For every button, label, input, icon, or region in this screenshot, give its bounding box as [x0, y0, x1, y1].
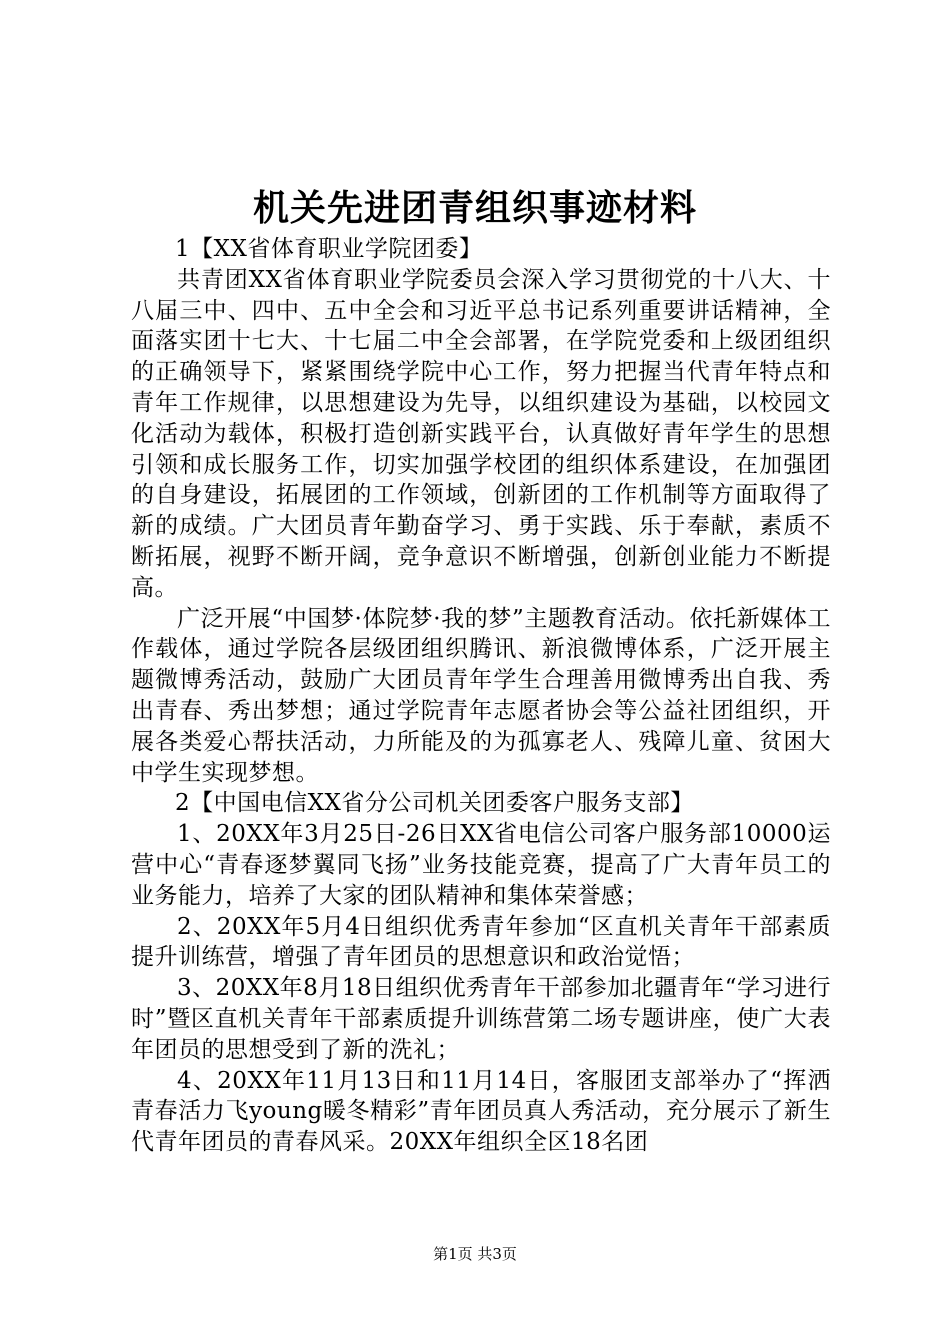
paragraph: 广泛开展“中国梦·体院梦·我的梦”主题教育活动。依托新媒体工作载体，通过学院各层级团组织腾讯、新浪微博体系，广泛开展主题微博秀活动，鼓励广大团员青年学生合理善用微博秀出自我、秀出青春、秀出梦想；通过学院青年志愿者协会等公益社团组织，开展各类爱心帮扶活动，力所能及的为孤寡老人、残障儿童、贫困大中学生实现梦想。 [131, 605, 831, 786]
section-heading: 2【中国电信XX省分公司机关团委客户服务支部】 [175, 790, 694, 817]
paragraph: 3、20XX年8月18日组织优秀青年干部参加北疆青年“学习进行时”暨区直机关青年干部素质提升训练营第二场专题讲座，使广大表年团员的思想受到了新的洗礼； [131, 975, 831, 1063]
paragraph: 共青团XX省体育职业学院委员会深入学习贯彻党的十八大、十八届三中、四中、五中全会和习近平总书记系列重要讲话精神，全面落实团十七大、十七届二中全会部署，在学院党委和上级团组织的正确领导下，紧紧围绕学院中心工作，努力把握当代青年特点和青年工作规律，以思想建设为先导，以组织建设为基础，以校园文化活动为载体，积极打造创新实践平台，认真做好青年学生的思想引领和成长服务工作，切实加强学校团的组织体系建设，在加强团的自身建设，拓展团的工作领域，创新团的工作机制等方面取得了新的成绩。广大团员青年勤奋学习、勇于实践、乐于奉献，素质不断拓展，视野不断开阔，竞争意识不断增强，创新创业能力不断提高。 [131, 266, 831, 601]
paragraph: 1、20XX年3月25日-26日XX省电信公司客户服务部10000运营中心“青春逐梦翼同飞扬”业务技能竞赛，提高了广大青年员工的业务能力，培养了大家的团队精神和集体荣誉感； [131, 821, 831, 909]
document-body [131, 234, 831, 1158]
section-heading: 1【XX省体育职业学院团委】 [175, 236, 483, 262]
paragraph: 4、20XX年11月13日和11月14日，客服团支部举办了“挥洒青春活力飞young暖冬精彩”青年团员真人秀活动，充分展示了新生代青年团员的青春风采。20XX年组织全区18名团 [131, 1067, 831, 1156]
document-title: 机关先进团青组织事迹材料 [252, 187, 697, 229]
paragraph: 2、20XX年5月4日组织优秀青年参加“区直机关青年干部素质提升训练营，增强了青年团员的思想意识和政治觉悟； [131, 913, 831, 971]
page-footer: 第1页 共3页 [433, 1245, 517, 1263]
